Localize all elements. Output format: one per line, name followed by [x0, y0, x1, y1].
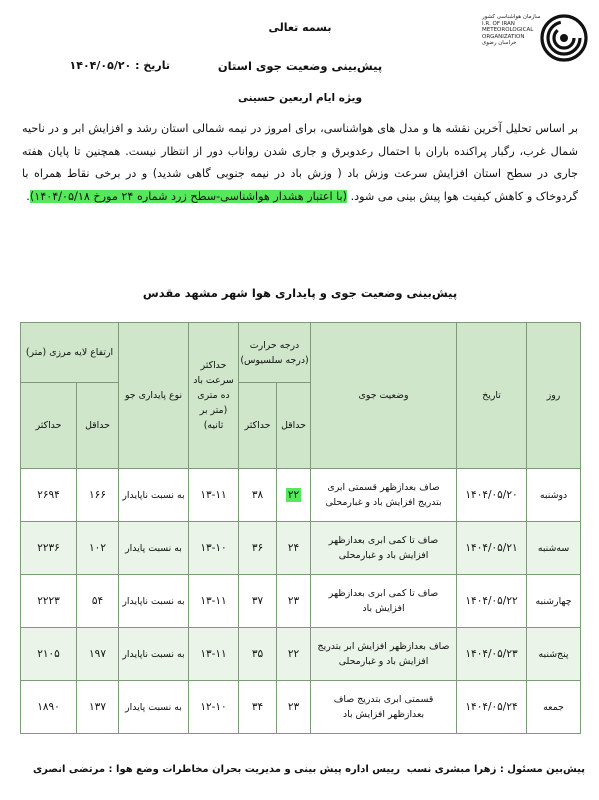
date-value: ۱۴۰۴/۰۵/۲۰	[69, 59, 132, 72]
meteorology-logo-icon	[540, 14, 588, 62]
cell-bl-min: ۱۹۷	[77, 628, 119, 681]
cell-stability: به نسبت پایدار	[119, 681, 189, 734]
cell-wind: ۱۳-۱۰	[189, 522, 239, 575]
table-title: پیش‌بینی وضعیت جوی و پایداری هوا شهر مشهد مقدس	[142, 286, 458, 300]
cell-bl-max: ۲۱۰۵	[21, 628, 77, 681]
header-temperature: درجه حرارت (درجه سلسیوس)	[239, 323, 311, 383]
date-label: تاریخ :	[135, 59, 170, 72]
cell-stability: به نسبت ناپایدار	[119, 628, 189, 681]
cell-bl-max: ۲۶۹۴	[21, 469, 77, 522]
header-condition: وضعیت جوی	[311, 323, 457, 469]
forecaster-name: پیش‌بین مسئول : زهرا مبشری نسب	[406, 764, 585, 775]
table-row	[21, 522, 581, 575]
cell-temp-max: ۳۷	[239, 575, 277, 628]
cell-day: جمعه	[527, 681, 581, 734]
cell-wind: ۱۳-۱۱	[189, 628, 239, 681]
cell-date: ۱۴۰۴/۰۵/۲۳	[457, 628, 527, 681]
cell-bl-max: ۱۸۹۰	[21, 681, 77, 734]
warning-reference-highlight: (با اعتبار هشدار هواشناسی-سطح زرد شماره ۲۴ مورخ ۱۴۰۴/۰۵/۱۸)	[29, 189, 347, 203]
paragraph-end: .	[26, 189, 30, 203]
header-temp-max: حداکثر	[239, 383, 277, 469]
organization-logo	[482, 10, 592, 66]
cell-bl-min: ۵۴	[77, 575, 119, 628]
table-row	[21, 575, 581, 628]
cell-condition: صاف تا کمی ابری بعدازظهر افزایش باد و غبارمحلی	[311, 522, 457, 575]
header-bl-min: حداقل	[77, 383, 119, 469]
cell-bl-min: ۱۰۲	[77, 522, 119, 575]
cell-condition: صاف بعدازظهر قسمتی ابری بتدریج افزایش باد و غبارمحلی	[311, 469, 457, 522]
header-boundary-layer: ارتفاع لایه مرزی (متر)	[21, 323, 119, 383]
table-row	[21, 681, 581, 734]
cell-date: ۱۴۰۴/۰۵/۲۰	[457, 469, 527, 522]
basmala-heading: بسمه تعالی	[268, 21, 332, 34]
cell-condition: قسمتی ابری بتدریج صاف بعدازظهر افزایش باد	[311, 681, 457, 734]
signature-footer	[15, 764, 585, 782]
cell-temp-max: ۳۴	[239, 681, 277, 734]
cell-stability: به نسبت پایدار	[119, 522, 189, 575]
cell-day: دوشنبه	[527, 469, 581, 522]
cell-temp-min: ۲۴	[277, 522, 311, 575]
cell-day: سه‌شنبه	[527, 522, 581, 575]
forecast-paragraph	[22, 118, 578, 208]
document-date	[30, 59, 170, 72]
cell-bl-max: ۲۲۳۶	[21, 522, 77, 575]
document-subtitle: ویژه ایام اربعین حسینی	[237, 92, 363, 104]
cell-condition: صاف تا کمی ابری بعدازظهر افزایش باد	[311, 575, 457, 628]
cell-date: ۱۴۰۴/۰۵/۲۱	[457, 522, 527, 575]
cell-bl-min: ۱۶۶	[77, 469, 119, 522]
cell-temp-min: ۲۳	[277, 681, 311, 734]
cell-bl-max: ۲۲۲۳	[21, 575, 77, 628]
header-date: تاریخ	[457, 323, 527, 469]
cell-wind: ۱۲-۱۰	[189, 681, 239, 734]
header-stability: نوع پایداری جو	[119, 323, 189, 469]
cell-date: ۱۴۰۴/۰۵/۲۲	[457, 575, 527, 628]
temp-min-highlight: ۲۲	[287, 488, 300, 501]
cell-temp-min: ۲۳	[277, 575, 311, 628]
cell-wind: ۱۳-۱۱	[189, 575, 239, 628]
cell-stability: به نسبت ناپایدار	[119, 575, 189, 628]
header-bl-max: حداکثر	[21, 383, 77, 469]
header-temp-min: حداقل	[277, 383, 311, 469]
cell-temp-min	[277, 469, 311, 522]
cell-temp-max: ۳۶	[239, 522, 277, 575]
cell-day: چهارشنبه	[527, 575, 581, 628]
header-day: روز	[527, 323, 581, 469]
forecast-text: بر اساس تحلیل آخرین نقشه ها و مدل های هواشناسی، برای امروز در نیمه شمالی استان رشد و افزایش ابر و در ناحیه شمال غرب، رگبار پراکنده باران با احتمال رعدوبرق و جاری شدن رواناب دور از انتظار نیست. همچنین تا پایان هفته جاری در سطح استان افزایش سرعت وزش باد ( وزش باد در نیمه جنوبی گاهی شدید) و در برخی نقاط همراه با گردوخاک و کاهش کیفیت هوا پیش بینی می شود.	[22, 122, 578, 203]
cell-bl-min: ۱۳۷	[77, 681, 119, 734]
cell-temp-max: ۳۸	[239, 469, 277, 522]
cell-stability: به نسبت ناپایدار	[119, 469, 189, 522]
cell-day: پنج‌شنبه	[527, 628, 581, 681]
document-title: پیش‌بینی وضعیت جوی استان	[217, 59, 383, 73]
department-head-name: رییس اداره پیش بینی و مدیریت بحران مخاطرات وضع هوا : مرتضی انصری	[33, 764, 400, 775]
forecast-table	[20, 322, 581, 734]
header-wind: حداکثر سرعت باد ده متری (متر بر ثانیه)	[189, 323, 239, 469]
table-row	[21, 469, 581, 522]
cell-condition: صاف بعدازظهر افزایش ابر بتدریج افزایش باد و غبارمحلی	[311, 628, 457, 681]
cell-temp-min: ۲۲	[277, 628, 311, 681]
cell-temp-max: ۳۵	[239, 628, 277, 681]
logo-org-text: سازمان هواشناسی کشور I.R. OF IRAN METEOROLOGICAL ORGANIZATION خراسان رضوی	[482, 14, 541, 47]
table-row	[21, 628, 581, 681]
cell-date: ۱۴۰۴/۰۵/۲۴	[457, 681, 527, 734]
cell-wind: ۱۳-۱۱	[189, 469, 239, 522]
